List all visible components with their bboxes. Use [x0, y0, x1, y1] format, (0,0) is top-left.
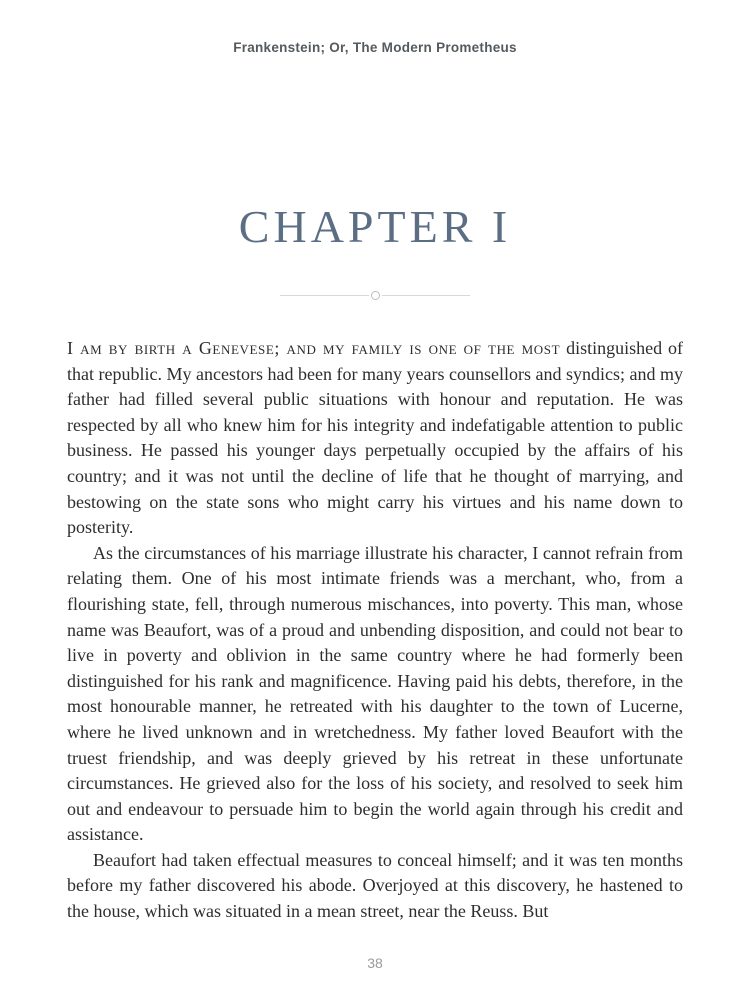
opening-smallcaps-line: I am by birth a Genevese; and my family is one of the most: [67, 338, 561, 358]
opening-paragraph-rest: distinguished of that republic. My ancestors had been for many years counsellors and syndics; and my father had filled several public situations with honour and reputation. He was respected by all who knew him for his integrity and indefatigable attention to public business. He passed his younger days perpetually occupied by the affairs of his country; and it was not until the decline of life that he thought of marrying, and bestowing on the state sons who might carry his virtues and his name down to posterity.: [67, 338, 683, 538]
page-number: 38: [367, 955, 383, 971]
divider-line-right: [382, 295, 471, 296]
divider-ornament-icon: [371, 291, 380, 300]
divider-line-left: [280, 295, 369, 296]
paragraph: As the circumstances of his marriage illustrate his character, I cannot refrain from relating them. One of his most intimate friends was a merchant, who, from a flourishing state, fell, through numerous mischances, into poverty. This man, whose name was Beaufort, was of a proud and unbending disposition, and could not bear to live in poverty and oblivion in the same country where he had formerly been distinguished for his rank and magnificence. Having paid his debts, therefore, in the most honourable manner, he retreated with his daughter to the town of Lucerne, where he lived unknown and in wretchedness. My father loved Beaufort with the truest friendship, and was deeply grieved by his retreat in these unfortunate circumstances. He grieved also for the loss of his society, and resolved to seek him out and endeavour to persuade him to begin the world again through his credit and assistance.: [67, 542, 683, 845]
chapter-title: CHAPTER I: [238, 201, 512, 252]
paragraph: Beaufort had taken effectual measures to conceal himself; and it was ten months before my father discovered his abode. Overjoyed at this discovery, he hastened to the house, which was situated in a mean street, near the Reuss. But: [67, 849, 683, 922]
running-header: Frankenstein; Or, The Modern Prometheus: [233, 40, 517, 55]
opening-paragraph: [67, 336, 683, 541]
chapter-body: [67, 336, 683, 925]
section-divider: [280, 291, 470, 300]
